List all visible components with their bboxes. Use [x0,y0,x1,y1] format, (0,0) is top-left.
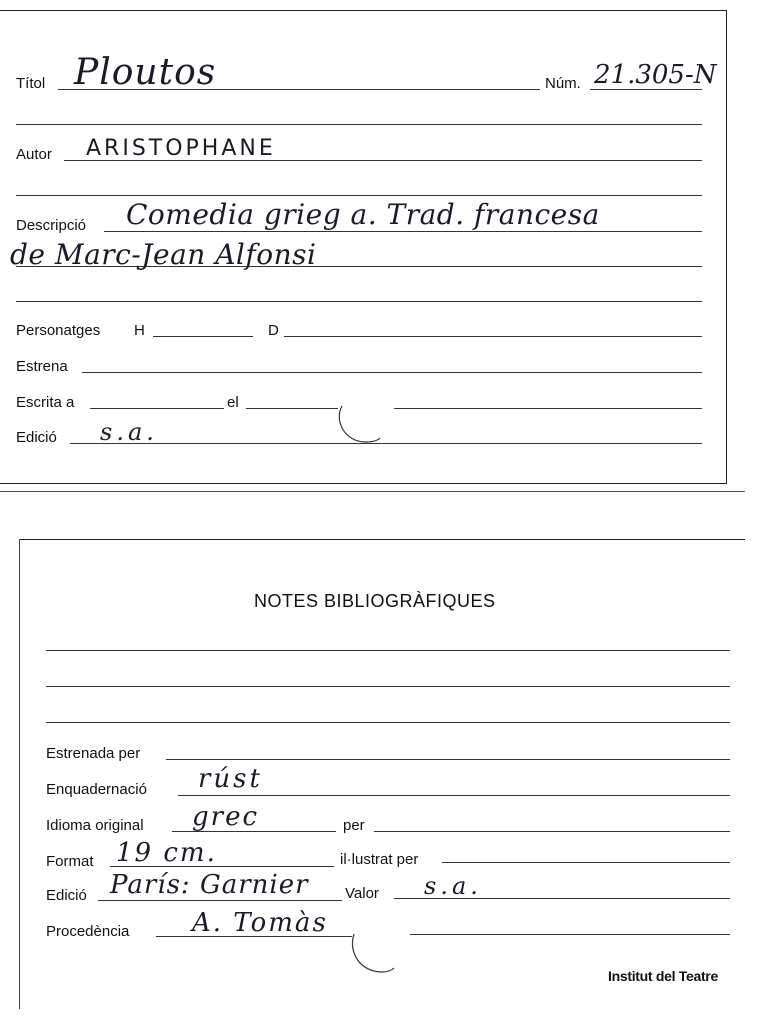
descripcio-rule [104,231,702,232]
num-label: Núm. [545,75,581,92]
descripcio-line2: de Marc-Jean Alfonsi [10,238,317,271]
descripcio-line1: Comedia grieg a. Trad. francesa [126,198,600,231]
escrita-el-label: el [227,394,239,411]
card2-top-border [20,539,745,540]
enquadernacio-rule [178,795,730,796]
estrena-label: Estrena [16,358,68,375]
edicio-value: s.a. [100,418,158,446]
num-value: 21.305-N [594,60,717,90]
estrenada-rule [166,759,730,760]
titol-value: Ploutos [74,52,217,93]
blank-rule-1 [16,124,702,125]
titol-label: Títol [16,75,46,92]
idioma-value: grec [192,802,260,832]
procedencia-right-rule [410,934,730,935]
personatges-d-rule [284,336,702,337]
edicio2-value: París: Garnier [110,870,309,900]
notes-rule-1 [46,650,730,651]
notes-rule-2 [46,686,730,687]
page-divider [0,491,745,492]
enquadernacio-value: rúst [198,764,263,794]
idioma-label: Idioma original [46,817,144,834]
idioma-per-rule [374,831,730,832]
notes-rule-3 [46,722,730,723]
edicio2-label: Edició [46,887,87,904]
format-label: Format [46,853,94,870]
estrenada-label: Estrenada per [46,745,141,762]
edicio2-rule [98,900,342,901]
escrita-label: Escrita a [16,394,75,411]
card2-left-border [19,539,20,1009]
card1-top-border [0,10,726,11]
card1-bottom-border [0,483,727,484]
valor-value: s.a. [424,872,482,900]
valor-label: Valor [345,885,379,902]
escrita-right-rule [394,408,702,409]
personatges-h-label: H [134,322,145,339]
personatges-h-rule [153,336,253,337]
format-il-rule [442,862,730,863]
blank-rule-3 [16,301,702,302]
blank-rule-2 [16,195,702,196]
card1-right-border [726,10,727,484]
autor-label: Autor [16,146,52,163]
descripcio-label: Descripció [16,217,87,234]
personatges-d-label: D [268,322,279,339]
personatges-label: Personatges [16,322,101,339]
escrita-el-rule [246,408,338,409]
estrena-rule [82,372,702,373]
notes-heading: NOTES BIBLIOGRÀFIQUES [254,591,496,611]
enquadernacio-label: Enquadernació [46,781,147,798]
punch-hole-arc-2 [346,928,406,978]
format-il-label: il·lustrat per [340,851,419,868]
procedencia-label: Procedència [46,923,130,940]
punch-hole-arc-1 [332,400,392,450]
procedencia-value: A. Tomàs [192,908,328,938]
format-value: 19 cm. [116,838,217,868]
institution-footer: Institut del Teatre [608,968,718,984]
escrita-rule [90,408,224,409]
autor-value: ARISTOPHANE [86,136,276,161]
idioma-per-label: per [343,817,365,834]
edicio-label: Edició [16,429,57,446]
